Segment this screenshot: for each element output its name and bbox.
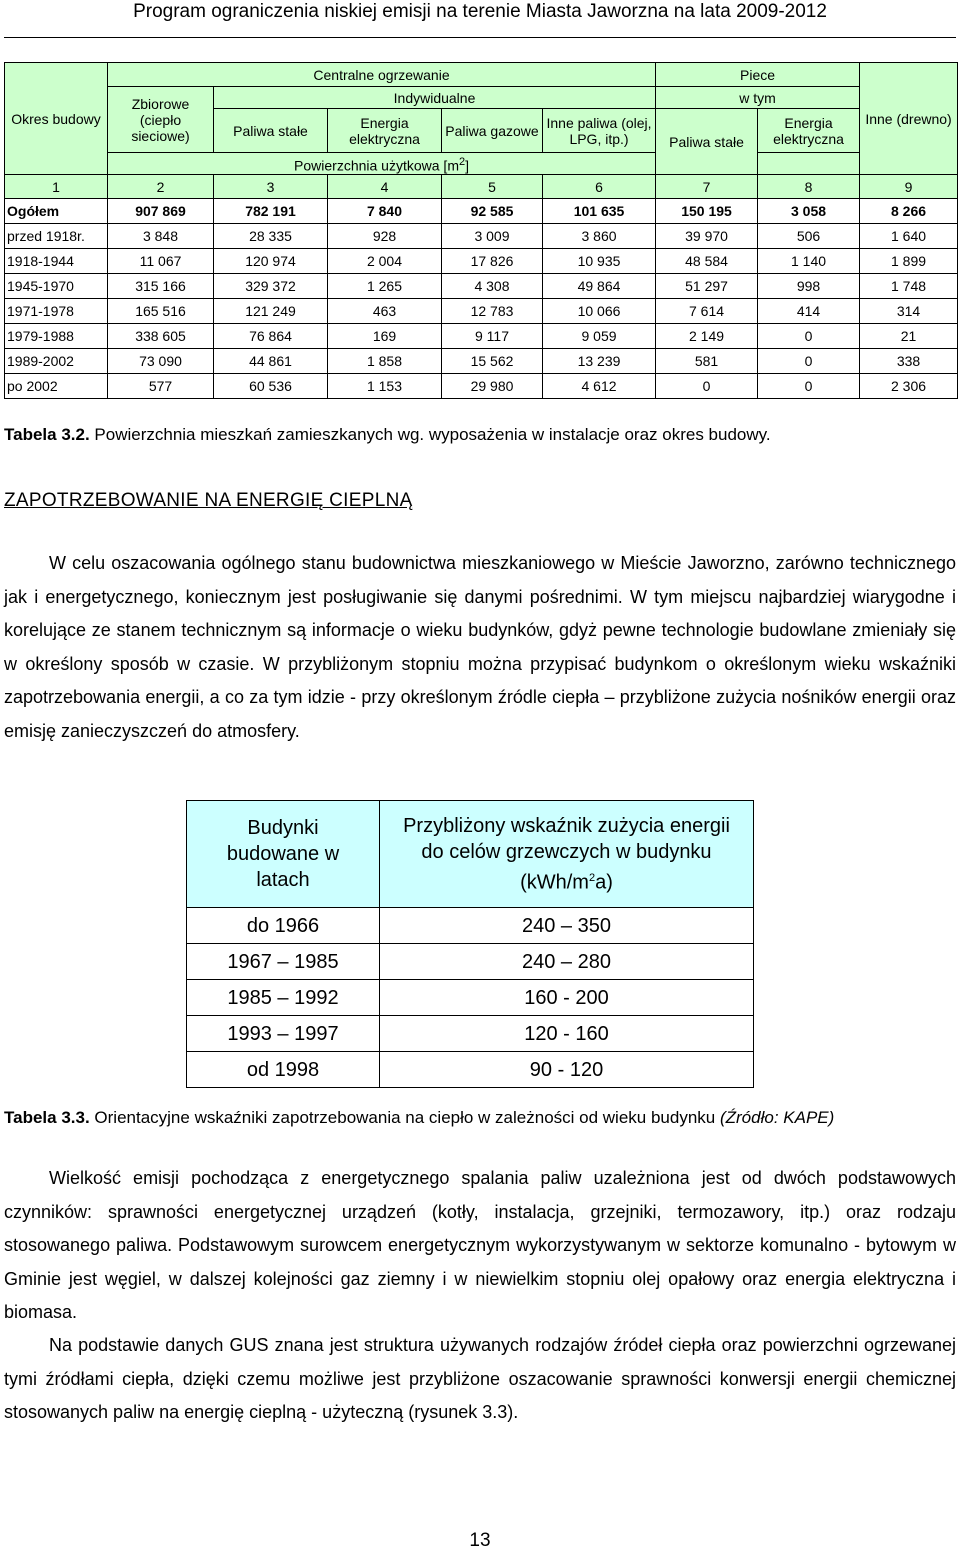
table-cell: 0 [758, 324, 860, 349]
table-cell: 0 [758, 349, 860, 374]
table-row [5, 274, 958, 299]
unit-text-end: ] [465, 157, 469, 174]
table-cell: 1 640 [860, 224, 958, 249]
header-unit-spacer [758, 153, 860, 175]
table-cell: 506 [758, 224, 860, 249]
table-cell: 315 166 [108, 274, 214, 299]
header-indywidualne: Indywidualne [214, 87, 656, 109]
header-paliwa-gazowe: Paliwa gazowe [442, 109, 543, 153]
table2-caption-label: Tabela 3.3. [4, 1108, 90, 1127]
table-cell: 10 066 [543, 299, 656, 324]
table-cell: 169 [328, 324, 442, 349]
col-number: 4 [328, 175, 442, 199]
table-cell: 1 140 [758, 249, 860, 274]
index-cell: 240 – 350 [380, 908, 754, 944]
table-cell: 3 009 [442, 224, 543, 249]
table-cell: 314 [860, 299, 958, 324]
table-cell: 150 195 [656, 199, 758, 224]
row-label: 1979-1988 [5, 324, 108, 349]
page-number: 13 [469, 1530, 491, 1551]
col-number: 5 [442, 175, 543, 199]
table-row [187, 908, 754, 944]
row-label: po 2002 [5, 374, 108, 399]
col-number: 1 [5, 175, 108, 199]
table-cell: 3 860 [543, 224, 656, 249]
table-cell: 49 864 [543, 274, 656, 299]
header-energia-elektryczna: Energia elektryczna [328, 109, 442, 153]
period-cell: 1985 – 1992 [187, 980, 380, 1016]
table-cell: 2 004 [328, 249, 442, 274]
table-row [187, 944, 754, 980]
table-cell: 120 974 [214, 249, 328, 274]
table-cell: 1 153 [328, 374, 442, 399]
table-cell: 8 266 [860, 199, 958, 224]
header-wskaznik [380, 801, 754, 908]
table-cell: 60 536 [214, 374, 328, 399]
col-number: 2 [108, 175, 214, 199]
table-cell: 121 249 [214, 299, 328, 324]
table-cell: 51 297 [656, 274, 758, 299]
col-number: 3 [214, 175, 328, 199]
table-cell: 782 191 [214, 199, 328, 224]
table-cell: 414 [758, 299, 860, 324]
table-row [187, 1016, 754, 1052]
paragraph-2: Wielkość emisji pochodząca z energetycznego spalania paliw uzależniona jest od dwóch podstawowych czynników: sprawności energetycznej urządzeń (kotły, instalacja, grzejniki, termozawory, itp.) oraz rodzaju stosowanego paliwa. Podstawowym surowcem energetycznym wykorzystywanym w sektorze komunalno - bytowym w Gminie jest węgiel, w dalszej kolejności gaz ziemny i w niewielkim stopniu olej opałowy oraz energia elektryczna i biomasa. [4, 1168, 956, 1322]
paragraph-3: Na podstawie danych GUS znana jest struktura używanych rodzajów źródeł ciepła oraz powierzchni ogrzewanej tymi źródłami ciepła, dzięki czemu możliwe jest przybliżone oszacowanie sprawności konwersji energii chemicznej stosowanych paliw na energię cieplną - użyteczną (rysunek 3.3). [4, 1335, 956, 1422]
table-cell: 7 840 [328, 199, 442, 224]
header-zbiorowe: Zbiorowe (ciepło sieciowe) [108, 87, 214, 153]
table-row [5, 199, 958, 224]
table1-caption [4, 424, 771, 446]
table-cell: 73 090 [108, 349, 214, 374]
header-paliwa-stale: Paliwa stałe [214, 109, 328, 153]
table-cell: 101 635 [543, 199, 656, 224]
table-cell: 338 605 [108, 324, 214, 349]
table-row [5, 349, 958, 374]
col-number: 9 [860, 175, 958, 199]
table-cell: 4 308 [442, 274, 543, 299]
table-cell: 2 306 [860, 374, 958, 399]
table-cell: 1 899 [860, 249, 958, 274]
table-cell: 0 [758, 374, 860, 399]
header-unit [108, 153, 656, 175]
header-inne-paliwa: Inne paliwa (olej, LPG, itp.) [543, 109, 656, 153]
period-cell: 1993 – 1997 [187, 1016, 380, 1052]
energy-index-table [186, 800, 754, 1088]
table-cell: 329 372 [214, 274, 328, 299]
section-heading: ZAPOTRZEBOWANIE NA ENERGIĘ CIEPLNĄ [4, 490, 413, 511]
page-header-title: Program ograniczenia niskiej emisji na terenie Miasta Jaworzna na lata 2009-2012 [133, 1, 827, 22]
header-piece-paliwa-stale: Paliwa stałe [656, 109, 758, 175]
table-cell: 17 826 [442, 249, 543, 274]
table-row [187, 1052, 754, 1088]
table-row [5, 324, 958, 349]
table-cell: 463 [328, 299, 442, 324]
table-cell: 12 783 [442, 299, 543, 324]
row-label: 1945-1970 [5, 274, 108, 299]
table-cell: 1 265 [328, 274, 442, 299]
table-cell: 3 058 [758, 199, 860, 224]
period-cell: od 1998 [187, 1052, 380, 1088]
header-col1-text: Budynki budowane w latach [226, 817, 340, 891]
table-cell: 9 059 [543, 324, 656, 349]
header-piece: Piece [656, 63, 860, 87]
table-cell: 577 [108, 374, 214, 399]
table-row [5, 224, 958, 249]
table1-caption-label: Tabela 3.2. [4, 425, 90, 444]
header-inne-drewno: Inne (drewno) [860, 63, 958, 175]
header-centralne-ogrzewanie: Centralne ogrzewanie [108, 63, 656, 87]
index-cell: 240 – 280 [380, 944, 754, 980]
table-cell: 1 858 [328, 349, 442, 374]
table-cell: 10 935 [543, 249, 656, 274]
index-cell: 160 - 200 [380, 980, 754, 1016]
table-cell: 28 335 [214, 224, 328, 249]
col-number: 6 [543, 175, 656, 199]
table-cell: 165 516 [108, 299, 214, 324]
table-cell: 15 562 [442, 349, 543, 374]
paragraph-1: W celu oszacowania ogólnego stanu budownictwa mieszkaniowego w Mieście Jaworzno, zarówno technicznego jak i energetycznego, koniecznym jest posługiwanie się danymi pośrednimi. W tym miejscu najbardziej wiarygodne i korelujące ze stanem technicznym są informacje o wieku budynków, gdyż pewne technologie budowlane zmieniały się w określony sposób w czasie. W przybliżonym stopniu można przypisać budynkom o określonym wieku wskaźniki zapotrzebowania energii, a co za tym idzie - przy określonym źródle ciepła – przybliżone zużycia nośników energii oraz emisję zanieczyszczeń do atmosfery. [4, 553, 956, 741]
header-budynki-budowane [187, 801, 380, 908]
header-okres-budowy: Okres budowy [5, 63, 108, 175]
table-cell: 13 239 [543, 349, 656, 374]
table2-caption [4, 1107, 956, 1129]
table-cell: 1 748 [860, 274, 958, 299]
unit-superscript: 2 [458, 155, 466, 168]
table-cell: 92 585 [442, 199, 543, 224]
row-label: 1989-2002 [5, 349, 108, 374]
row-label: 1918-1944 [5, 249, 108, 274]
table1-caption-text: Powierzchnia mieszkań zamieszkanych wg. wyposażenia w instalacje oraz okres budowy. [89, 425, 771, 444]
table-cell: 2 149 [656, 324, 758, 349]
table-cell: 0 [656, 374, 758, 399]
row-label: Ogółem [5, 199, 108, 224]
table-cell: 3 848 [108, 224, 214, 249]
header-w-tym: w tym [656, 87, 860, 109]
period-cell: do 1966 [187, 908, 380, 944]
table-row [5, 249, 958, 274]
table-cell: 21 [860, 324, 958, 349]
header-piece-energia-elektryczna: Energia elektryczna [758, 109, 860, 153]
col-number: 7 [656, 175, 758, 199]
table-cell: 39 970 [656, 224, 758, 249]
table-cell: 581 [656, 349, 758, 374]
table-cell: 11 067 [108, 249, 214, 274]
table-cell: 907 869 [108, 199, 214, 224]
table2-caption-text: Orientacyjne wskaźniki zapotrzebowania na ciepło w zależności od wieku budynku [89, 1108, 720, 1127]
table-row [187, 980, 754, 1016]
table-cell: 29 980 [442, 374, 543, 399]
period-cell: 1967 – 1985 [187, 944, 380, 980]
row-label: przed 1918r. [5, 224, 108, 249]
table-cell: 44 861 [214, 349, 328, 374]
table-cell: 338 [860, 349, 958, 374]
table2-caption-source: (Źródło: KAPE) [719, 1108, 835, 1127]
row-label: 1971-1978 [5, 299, 108, 324]
table-cell: 7 614 [656, 299, 758, 324]
table-row [5, 299, 958, 324]
header-divider [4, 37, 956, 38]
table-cell: 76 864 [214, 324, 328, 349]
header-col2-text-end: a) [595, 871, 613, 894]
heating-area-table [4, 62, 958, 399]
header-col2-superscript: 2 [588, 871, 596, 884]
index-cell: 120 - 160 [380, 1016, 754, 1052]
header-col2-text: Przybliżony wskaźnik zużycia energii do celów grzewczych w budynku (kWh/m [403, 814, 730, 894]
table-cell: 9 117 [442, 324, 543, 349]
index-cell: 90 - 120 [380, 1052, 754, 1088]
table-cell: 48 584 [656, 249, 758, 274]
table-cell: 998 [758, 274, 860, 299]
table-cell: 4 612 [543, 374, 656, 399]
table-row [5, 374, 958, 399]
table-cell: 928 [328, 224, 442, 249]
unit-text: Powierzchnia użytkowa [m [294, 157, 459, 174]
col-number: 8 [758, 175, 860, 199]
